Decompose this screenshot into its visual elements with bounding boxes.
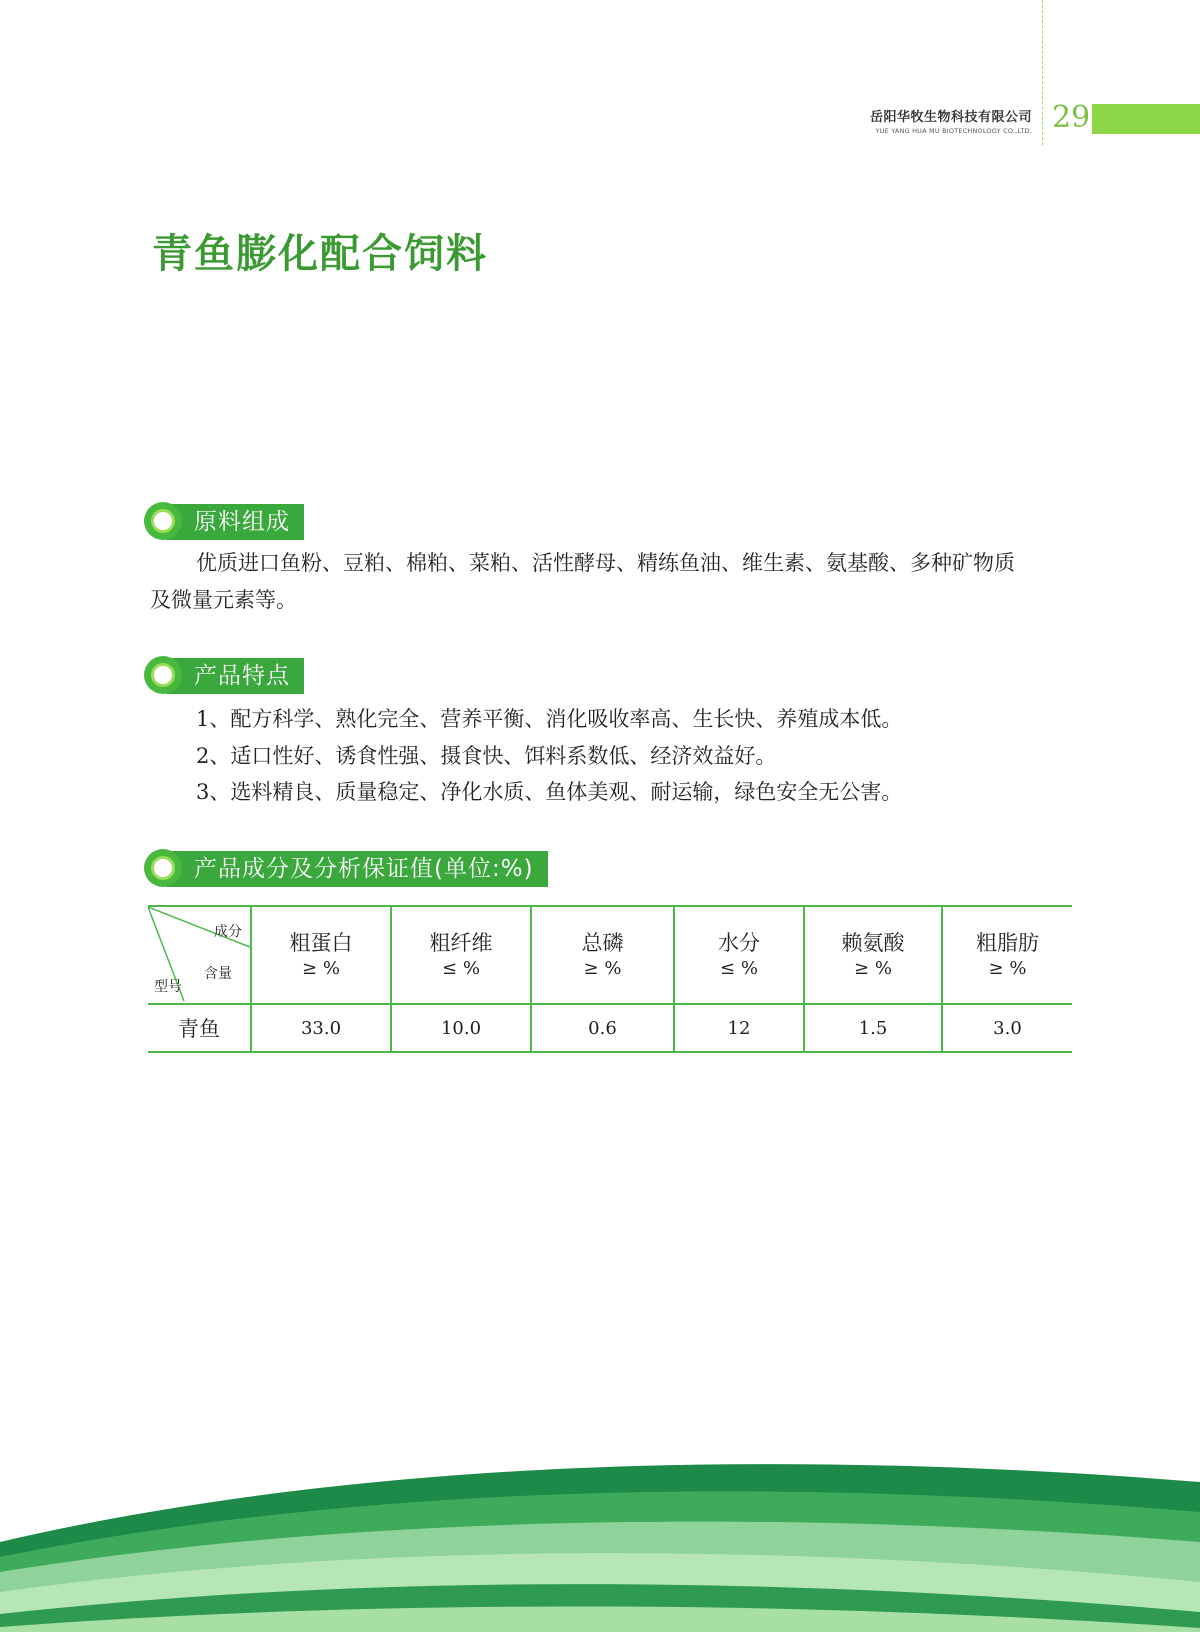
page-title: 青鱼膨化配合饲料 [152,230,488,277]
circle-bullet-icon [144,502,182,540]
table-header-row [148,906,1072,1004]
table-cell: 33.0 [251,1004,391,1052]
column-unit: ≤ % [442,958,480,979]
section-heading-label: 产品成分及分析保证值(单位:%) [166,851,548,887]
section-heading-label: 产品特点 [166,658,304,694]
corner-label-model: 型号 [154,979,182,995]
table-row [148,1004,1072,1052]
footer-wave-decoration [0,1432,1200,1632]
feature-item: 1、配方科学、熟化完全、营养平衡、消化吸收率高、生长快、养殖成本低。 [196,707,903,731]
feature-item: 2、适口性好、诱食性强、摄食快、饵料系数低、经济效益好。 [196,743,777,768]
table-corner-cell [148,906,251,1004]
table-header-cell [391,906,531,1004]
company-name-en: YUE YANG HUA MU BIOTECHNOLOGY CO.,LTD. [875,127,1032,135]
feature-item: 3、选料精良、质量稳定、净化水质、鱼体美观、耐运输，绿色安全无公害。 [196,780,903,804]
table-cell: 0.6 [531,1004,674,1052]
corner-label-component: 成分 [214,924,242,940]
corner-label-content: 含量 [204,966,232,982]
header-divider [1042,0,1043,145]
table-cell: 1.5 [804,1004,942,1052]
column-name: 粗蛋白 [289,931,353,955]
circle-bullet-icon [144,656,182,694]
table-cell: 3.0 [942,1004,1072,1052]
column-name: 粗脂肪 [976,931,1039,955]
features-list [196,701,902,811]
circle-bullet-icon [144,849,182,887]
section-heading-label: 原料组成 [166,504,304,540]
column-name: 粗纤维 [429,931,493,955]
table-cell: 10.0 [391,1004,531,1052]
column-unit: ≥ % [988,958,1027,979]
column-name: 赖氨酸 [841,931,905,955]
page-number: 29 [1052,100,1091,135]
column-unit: ≥ % [302,958,340,979]
table-header-cell [804,906,942,1004]
table-cell-model: 青鱼 [148,1004,251,1052]
raw-materials-text [150,545,1082,619]
column-unit: ≤ % [720,958,758,979]
company-name-cn: 岳阳华牧生物科技有限公司 [869,110,1032,125]
column-name: 总磷 [581,931,624,955]
raw-materials-line-1: 优质进口鱼粉、豆粕、棉粕、菜粕、活性酵母、精练鱼油、维生素、氨基酸、多种矿物质 [196,551,1015,575]
header-accent-bar [1092,104,1200,134]
column-unit: ≥ % [854,958,892,979]
company-block [870,106,1032,135]
analysis-table [148,905,1072,1053]
raw-materials-line-2: 及微量元素等。 [150,588,297,612]
table-header-cell [674,906,804,1004]
table-cell: 12 [674,1004,804,1052]
table-header-cell [251,906,391,1004]
table-header-cell [531,906,674,1004]
column-unit: ≥ % [583,958,622,979]
table-header-cell [942,906,1072,1004]
column-name: 水分 [718,931,760,955]
